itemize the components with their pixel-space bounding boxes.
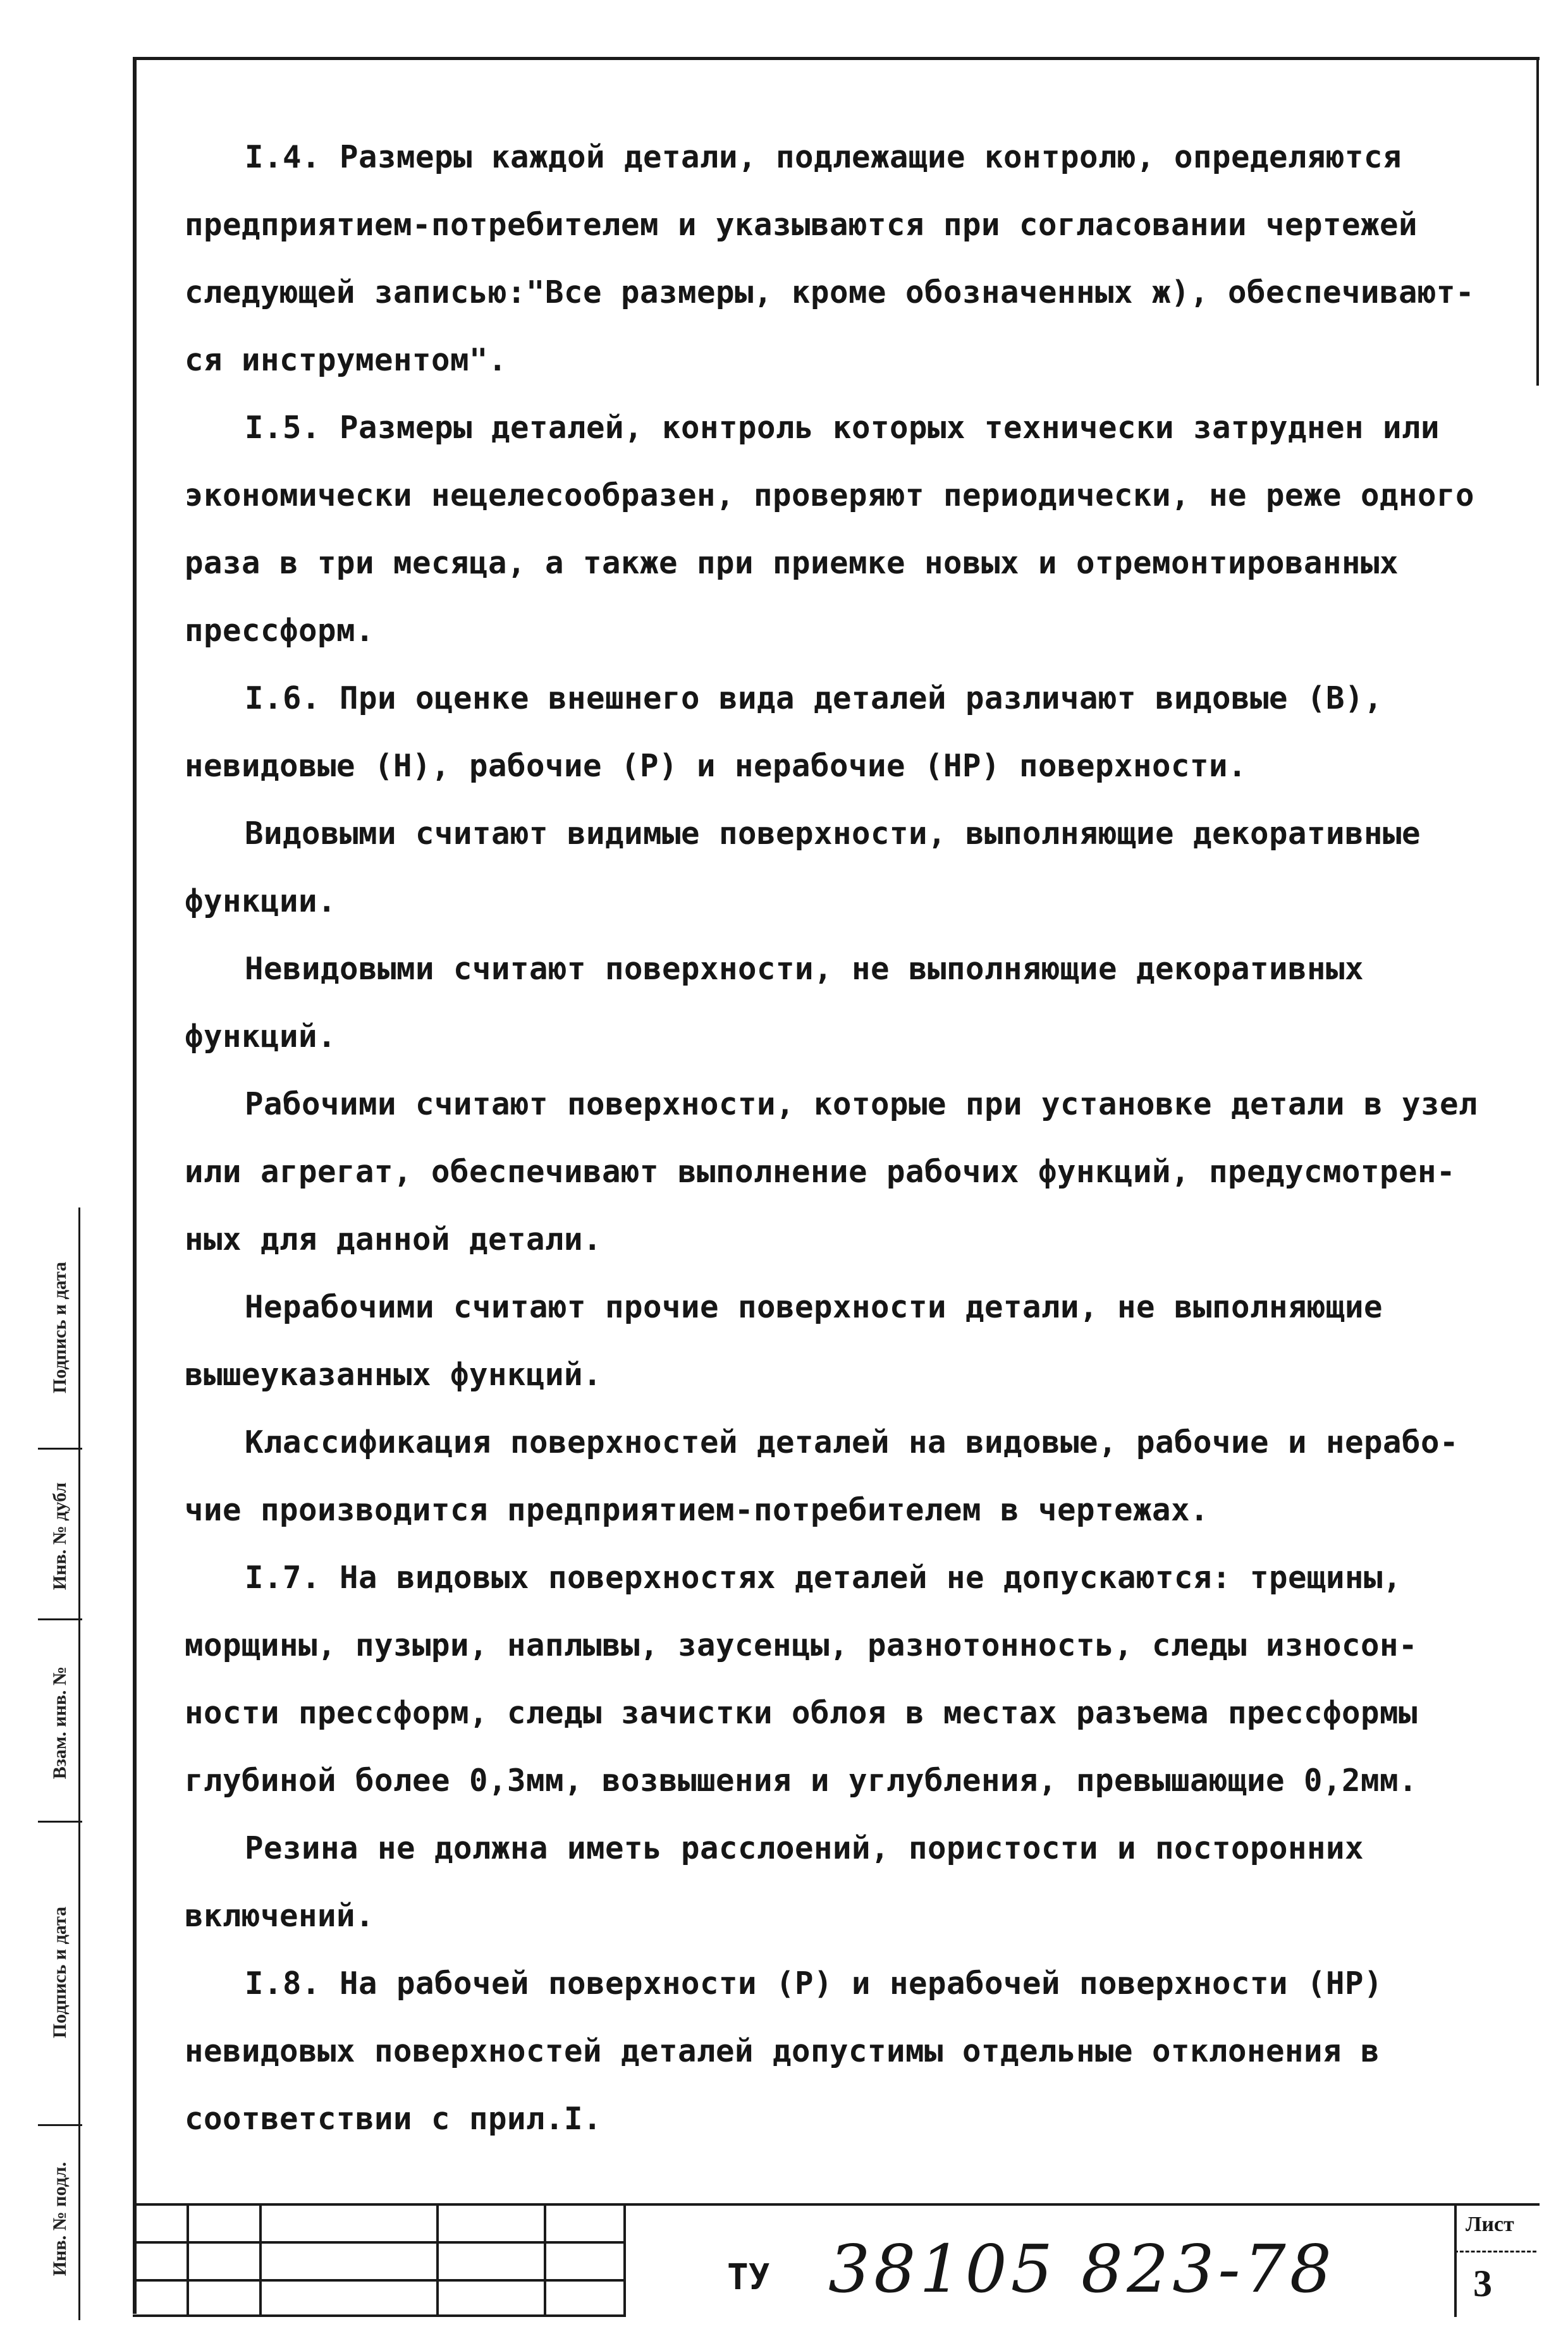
strip-divider xyxy=(38,1448,82,1450)
margin-label-inv-podl: Инв. № подл. xyxy=(49,2161,70,2277)
text-line: I.8. На рабочей поверхности (Р) и нерабочей поверхности (НР) xyxy=(245,1965,1383,2002)
paragraph-1-4 xyxy=(185,123,1531,394)
text-line: включений. xyxy=(185,1898,375,1934)
text-line: ных для данной детали. xyxy=(185,1221,603,1257)
paragraph-nonvisible-surfaces xyxy=(185,935,1531,1070)
margin-label-inv-dubl: Инв. № дубл xyxy=(49,1482,70,1591)
stamp-grid-line xyxy=(623,2203,626,2317)
text-line: невидовые (Н), рабочие (Р) и нерабочие (НР) поверхности. xyxy=(185,748,1247,784)
text-line: предприятием-потребителем и указываются при согласовании чертежей xyxy=(185,207,1418,243)
stamp-revision-grid xyxy=(133,2203,626,2317)
text-line: следующей записью:"Все размеры, кроме обозначенных ж), обеспечивают- xyxy=(185,274,1475,310)
document-code-prefix: ТУ xyxy=(727,2257,770,2298)
binding-strip xyxy=(38,1207,82,2320)
text-line: глубиной более 0,3мм, возвышения и углубления, превышающие 0,2мм. xyxy=(185,1763,1418,1799)
text-line: ся инструментом". xyxy=(185,342,508,378)
paragraph-1-5 xyxy=(185,394,1531,664)
stamp-grid-line xyxy=(436,2203,439,2317)
stamp-grid-line xyxy=(133,2279,626,2282)
document-number: 38105 823-78 xyxy=(828,2230,1335,2308)
text-line: I.5. Размеры деталей, контроль которых технически затруднен или xyxy=(245,410,1440,446)
text-line: Нерабочими считают прочие поверхности детали, не выполняющие xyxy=(245,1289,1383,1325)
text-line: I.7. На видовых поверхностях деталей не допускаются: трещины, xyxy=(245,1560,1402,1596)
document-body xyxy=(185,123,1531,2153)
text-line: Рабочими считают поверхности, которые при установке детали в узел xyxy=(245,1086,1478,1122)
text-line: ности прессформ, следы зачистки облоя в местах разъема прессформы xyxy=(185,1695,1418,1731)
strip-divider xyxy=(38,1618,82,1620)
text-line: экономически нецелесообразен, проверяют периодически, не реже одного xyxy=(185,477,1475,513)
text-line: чие производится предприятием-потребителем в чертежах. xyxy=(185,1492,1210,1528)
stamp-grid-line xyxy=(187,2203,189,2317)
text-line: Резина не должна иметь расслоений, пористости и посторонних xyxy=(245,1830,1364,1866)
strip-divider xyxy=(38,2124,82,2126)
stamp-grid-line xyxy=(259,2203,262,2317)
text-line: морщины, пузыри, наплывы, заусенцы, разнотонность, следы износон- xyxy=(185,1627,1418,1663)
text-line: соответствии с прил.I. xyxy=(185,2101,603,2137)
frame-top-border xyxy=(133,57,1540,60)
text-line: Видовыми считают видимые поверхности, выполняющие декоративные xyxy=(245,816,1421,852)
paragraph-1-6 xyxy=(185,664,1531,800)
stamp-grid-line xyxy=(133,2241,626,2244)
text-line: прессформ. xyxy=(185,613,375,649)
margin-label-signature-date-2: Подпись и дата xyxy=(49,1906,70,2039)
sheet-divider xyxy=(1454,2251,1536,2253)
paragraph-classification xyxy=(185,1409,1531,1544)
paragraph-working-surfaces xyxy=(185,1070,1531,1273)
frame-left-border xyxy=(133,57,137,2314)
sheet-number: 3 xyxy=(1473,2263,1492,2304)
stamp-grid-line xyxy=(544,2203,546,2317)
paragraph-nonworking-surfaces xyxy=(185,1273,1531,1409)
text-line: I.6. При оценке внешнего вида деталей различают видовые (В), xyxy=(245,680,1383,716)
paragraph-rubber xyxy=(185,1814,1531,1950)
text-line: функции. xyxy=(185,883,337,919)
text-line: раза в три месяца, а также при приемке новых и отремонтированных xyxy=(185,545,1399,581)
text-line: I.4. Размеры каждой детали, подлежащие контролю, определяются xyxy=(245,139,1402,175)
strip-divider xyxy=(38,1821,82,1823)
paragraph-visible-surfaces xyxy=(185,800,1531,935)
paragraph-1-8 xyxy=(185,1950,1531,2153)
text-line: вышеуказанных функций. xyxy=(185,1357,603,1393)
text-line: невидовых поверхностей деталей допустимы отдельные отклонения в xyxy=(185,2033,1380,2069)
text-line: Невидовыми считают поверхности, не выполняющие декоративных xyxy=(245,951,1364,987)
text-line: Классификация поверхностей деталей на видовые, рабочие и нерабо- xyxy=(245,1424,1459,1460)
margin-label-vzam-inv: Взам. инв. № xyxy=(49,1666,71,1780)
text-line: или агрегат, обеспечивают выполнение рабочих функций, предусмотрен- xyxy=(185,1154,1456,1190)
text-line: функций. xyxy=(185,1018,337,1054)
sheet-label: Лист xyxy=(1466,2213,1514,2236)
frame-right-border xyxy=(1536,57,1539,386)
stamp-grid-line xyxy=(133,2314,626,2317)
margin-label-signature-date: Подпись и дата xyxy=(49,1261,70,1394)
binding-strip-border xyxy=(78,1207,80,2320)
paragraph-1-7 xyxy=(185,1544,1531,1814)
